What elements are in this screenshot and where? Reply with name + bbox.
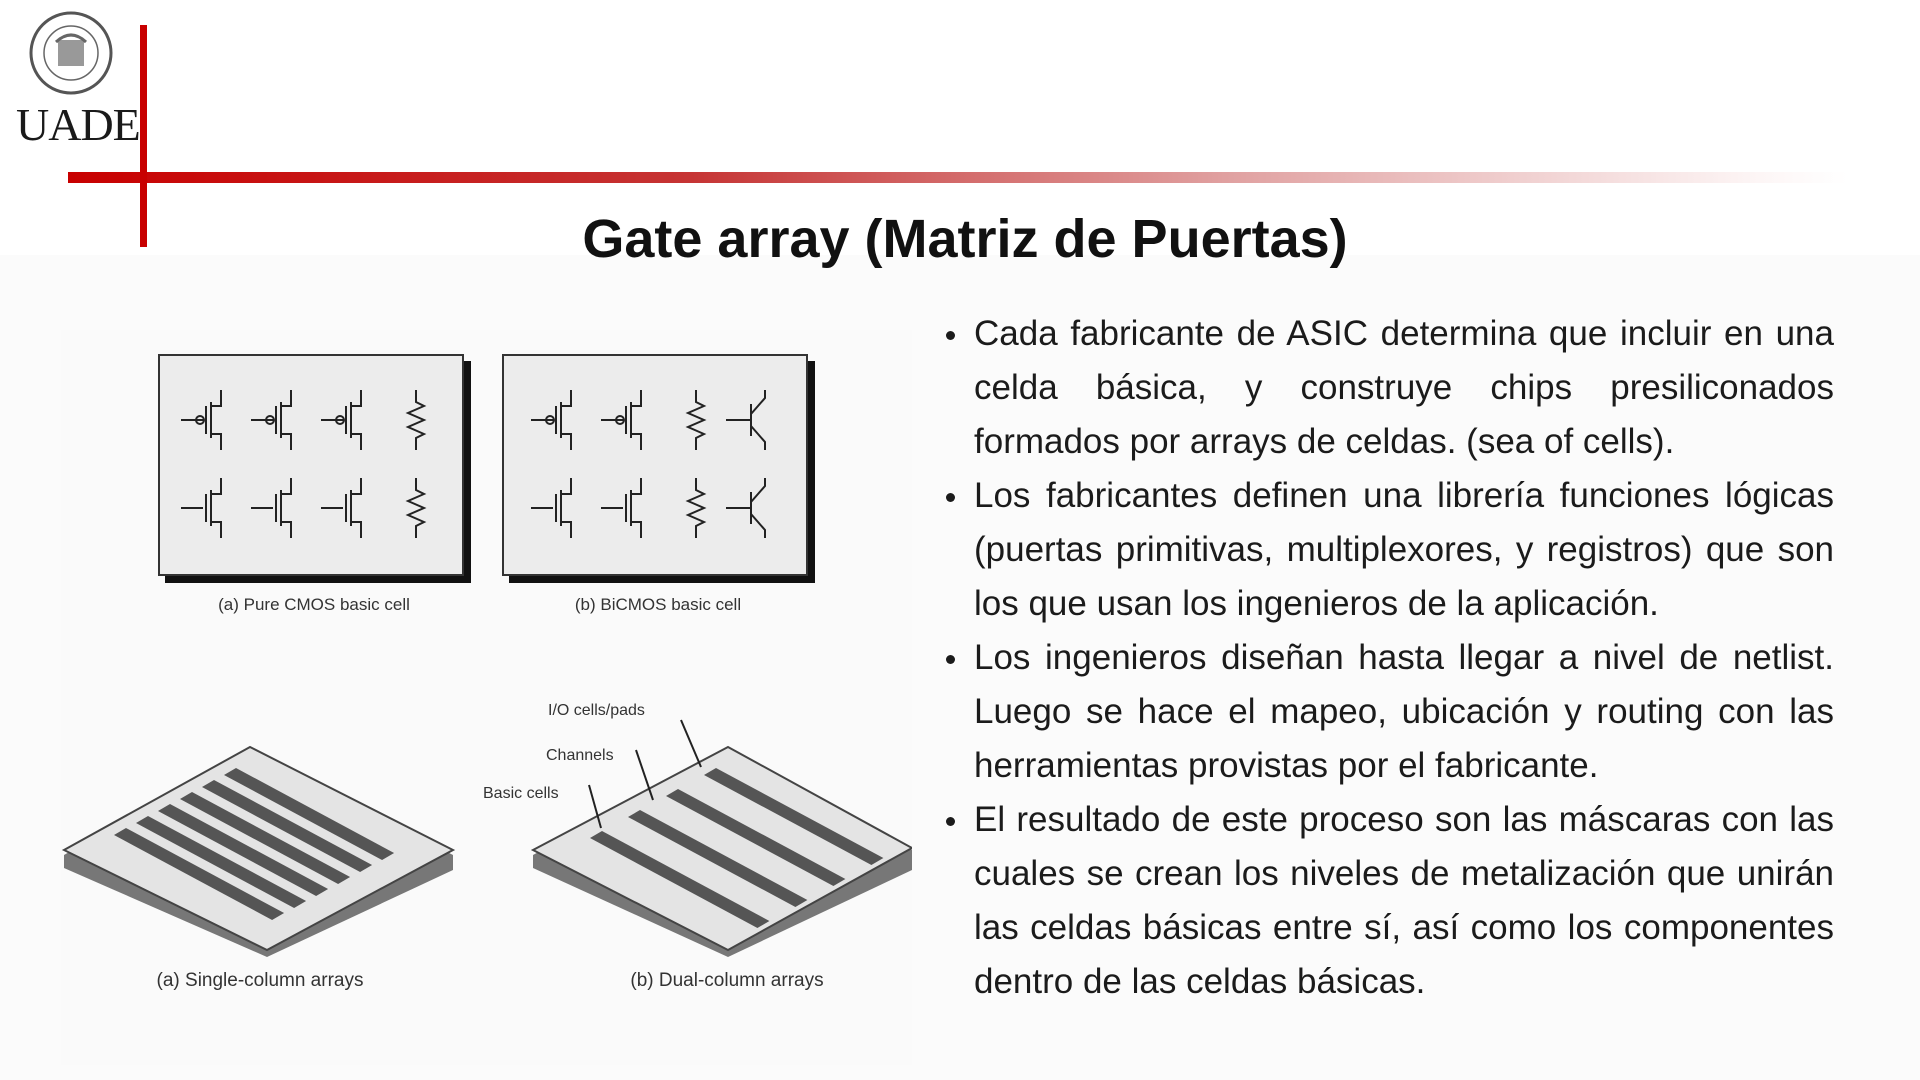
io-cells-label: I/O cells/pads <box>548 702 645 719</box>
bicmos-cell-caption: (b) BiCMOS basic cell <box>574 595 742 614</box>
channels-label: Channels <box>546 747 614 764</box>
slide-title: Gate array (Matriz de Puertas) <box>582 209 1348 269</box>
bullet-item: Los ingenieros diseñan hasta llegar a nivel de netlist. Luego se hace el mapeo, ubicación y routing con las herramientas provistas por el fabricante. <box>940 631 1834 793</box>
header-rule-horizontal <box>68 172 1848 183</box>
single-array-caption: (a) Single-column arrays <box>156 970 364 991</box>
uade-logo-text: UADE <box>16 99 140 150</box>
bullet-item: Los fabricantes definen una librería funciones lógicas (puertas primitivas, multiplexores, y registros) que son los que usan los ingenieros de la aplicación. <box>940 469 1834 631</box>
university-seal-logo <box>28 10 114 96</box>
cmos-cell-caption: (a) Pure CMOS basic cell <box>218 595 410 614</box>
single-column-array-diagram <box>64 747 453 957</box>
bullet-item: El resultado de este proceso son las máscaras con las cuales se crean los niveles de metalización que unirán las celdas básicas entre sí, así como los componentes dentro de las celdas básicas. <box>940 793 1834 1009</box>
bullet-item: Cada fabricante de ASIC determina que incluir en una celda básica, y construye chips presiliconados formados por arrays de celdas. (sea of cells). <box>940 307 1834 469</box>
basic-cells-label: Basic cells <box>483 785 559 802</box>
bullet-list <box>940 307 1834 1009</box>
cmos-basic-cell-diagram <box>159 355 471 583</box>
dual-array-caption: (b) Dual-column arrays <box>630 970 824 991</box>
gate-array-figure <box>61 330 912 1065</box>
bicmos-basic-cell-diagram <box>503 355 815 583</box>
